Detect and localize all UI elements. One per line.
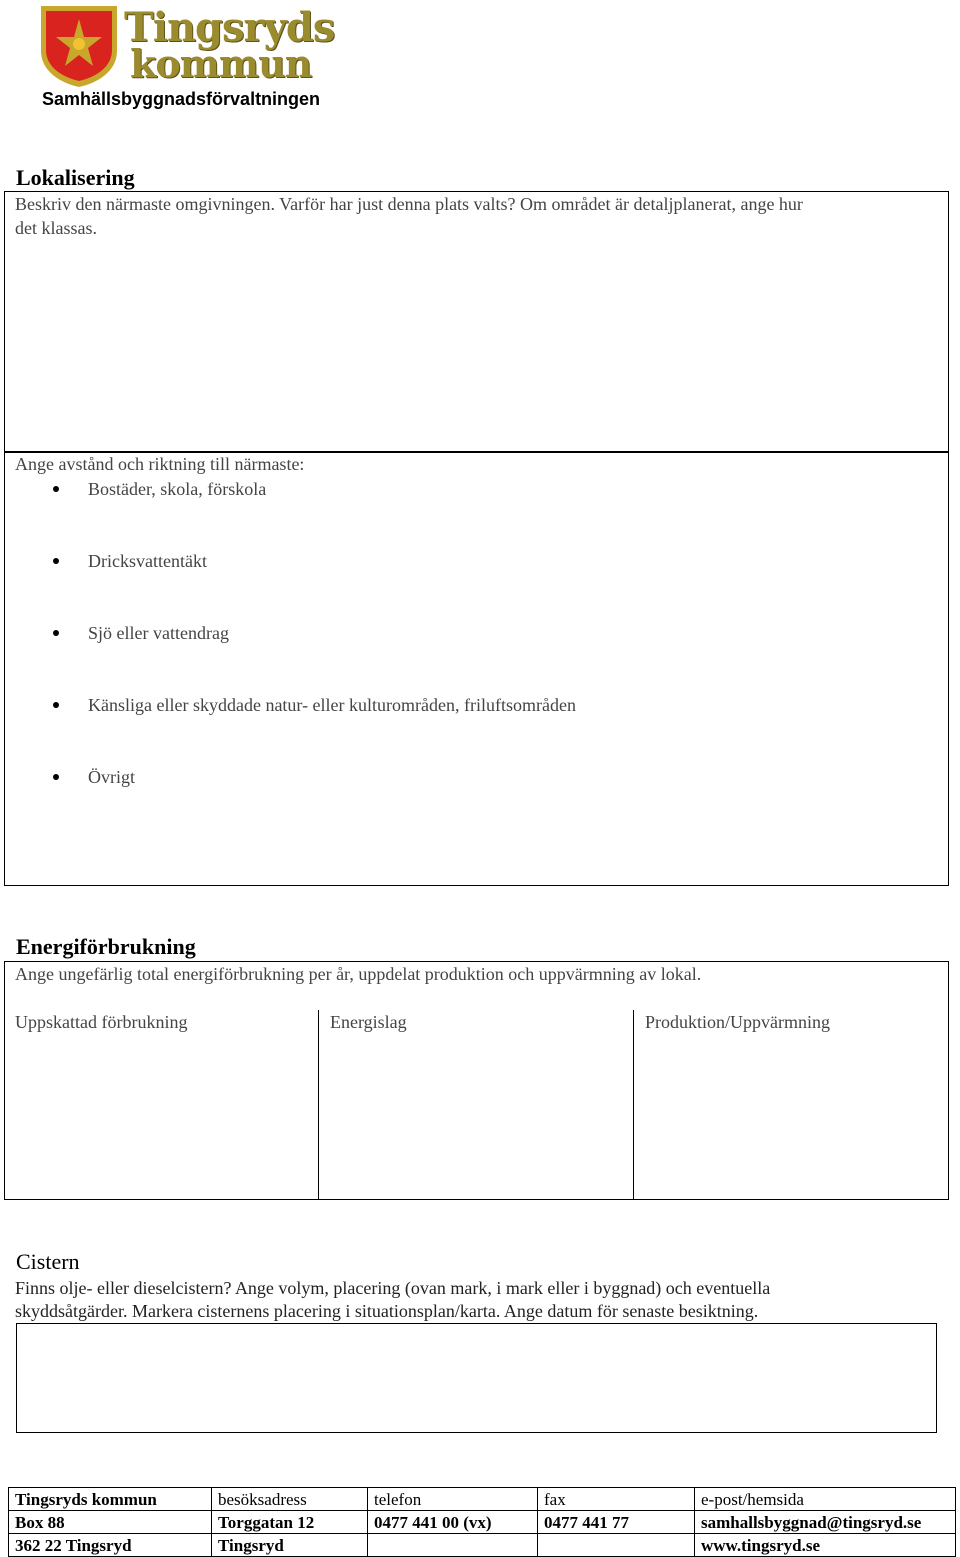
energi-column-consumption[interactable]: [15, 1010, 329, 1199]
column-header: Uppskattad förbrukning: [15, 1012, 188, 1032]
footer-postal: 362 22 Tingsryd: [9, 1534, 212, 1557]
distance-list: [52, 477, 576, 837]
list-item-label: Övrigt: [88, 767, 135, 787]
list-item: [52, 549, 576, 621]
list-item: [52, 621, 576, 693]
footer-contact-table: [8, 1487, 956, 1557]
bullet-icon: [53, 630, 59, 636]
list-item-label: Dricksvattentäkt: [88, 551, 207, 571]
bullet-icon: [53, 486, 59, 492]
table-row: [9, 1488, 956, 1511]
footer-empty-cell: [368, 1534, 538, 1557]
list-item: [52, 765, 576, 837]
footer-fax: 0477 441 77: [538, 1511, 695, 1534]
footer-empty-cell: [538, 1534, 695, 1557]
lokalisering-intro-line1: Beskriv den närmaste omgivningen. Varför har just denna plats valts? Om området är detaljplanerat, ange hur: [15, 194, 803, 214]
logo-text-line1: Tingsryds: [124, 4, 335, 51]
section-heading-energi: Energiförbrukning: [16, 934, 196, 959]
footer-website-link[interactable]: www.tingsryd.se: [695, 1534, 956, 1557]
column-header: Produktion/Uppvärmning: [645, 1012, 830, 1032]
table-row: [9, 1511, 956, 1534]
footer-header-fax: fax: [538, 1488, 695, 1511]
list-item-label: Sjö eller vattendrag: [88, 623, 229, 643]
energi-column-energy-type[interactable]: [330, 1010, 644, 1199]
logo-text-line2: kommun: [130, 41, 312, 86]
footer-email-link[interactable]: samhallsbyggnad@tingsryd.se: [695, 1511, 956, 1534]
column-header: Energislag: [330, 1012, 407, 1032]
list-item-label: Känsliga eller skyddade natur- eller kulturområden, friluftsområden: [88, 695, 576, 715]
column-divider: [318, 1010, 319, 1199]
logo-subtitle: Samhällsbyggnadsförvaltningen: [42, 89, 321, 109]
list-item: [52, 693, 576, 765]
footer-header-email: e-post/hemsida: [695, 1488, 956, 1511]
distance-prompt: Ange avstånd och riktning till närmaste:: [15, 454, 305, 474]
energi-description: Ange ungefärlig total energiförbrukning per år, uppdelat produktion och uppvärmning av lokal.: [15, 964, 702, 984]
footer-org-name: Tingsryds kommun: [9, 1488, 212, 1511]
footer-header-phone: telefon: [368, 1488, 538, 1511]
footer-header-address: besöksadress: [212, 1488, 368, 1511]
footer-street: Torggatan 12: [212, 1511, 368, 1534]
coat-of-arms-icon: [38, 3, 120, 89]
list-item: [52, 477, 576, 549]
cistern-field[interactable]: [16, 1323, 937, 1433]
footer-phone: 0477 441 00 (vx): [368, 1511, 538, 1534]
section-heading-lokalisering: Lokalisering: [16, 165, 135, 190]
lokalisering-intro-line2: det klassas.: [15, 218, 97, 238]
cistern-description-line2: skyddsåtgärder. Markera cisternens placering i situationsplan/karta. Ange datum för senaste besiktning.: [15, 1301, 759, 1321]
table-row: [9, 1534, 956, 1557]
lokalisering-description-field[interactable]: [4, 191, 949, 453]
list-item-label: Bostäder, skola, förskola: [88, 479, 267, 499]
footer-city: Tingsryd: [212, 1534, 368, 1557]
bullet-icon: [53, 558, 59, 564]
bullet-icon: [53, 702, 59, 708]
cistern-description-line1: Finns olje- eller dieselcistern? Ange volym, placering (ovan mark, i mark eller i byggnad) och eventuella: [15, 1278, 771, 1298]
municipality-logo: [38, 3, 338, 109]
column-divider: [633, 1010, 634, 1199]
bullet-icon: [53, 774, 59, 780]
section-heading-cistern: Cistern: [16, 1249, 80, 1274]
footer-postbox: Box 88: [9, 1511, 212, 1534]
energi-column-production[interactable]: [645, 1010, 959, 1199]
